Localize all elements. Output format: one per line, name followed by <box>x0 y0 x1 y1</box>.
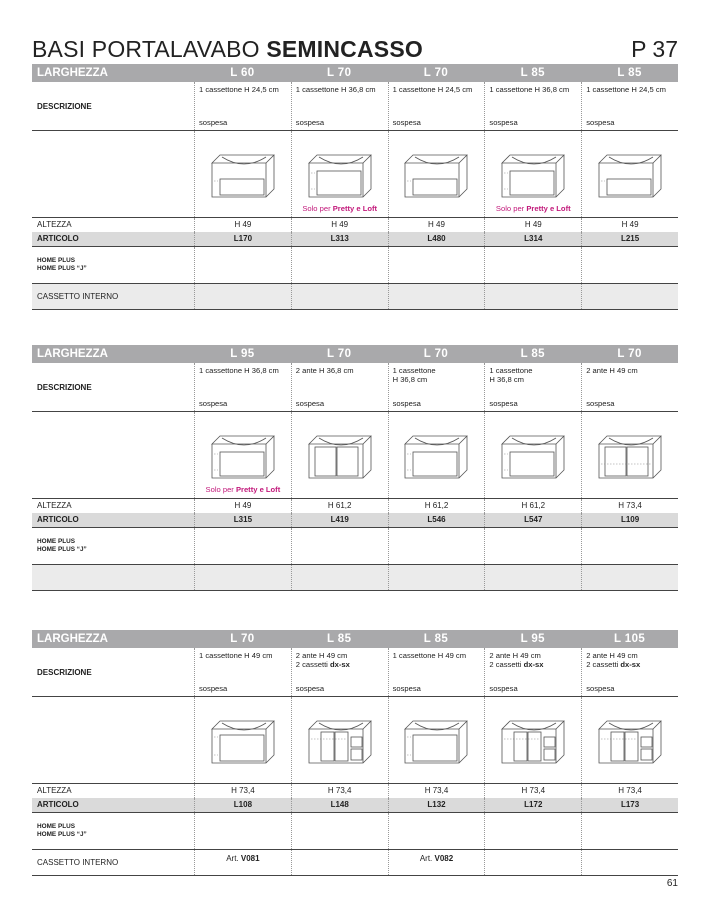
article-row <box>32 513 678 528</box>
height-value: H 49 <box>484 218 581 232</box>
mount-type: sospesa <box>586 683 615 693</box>
product-image-cell <box>484 131 581 217</box>
mount-type: sospesa <box>489 683 518 693</box>
description-cell: 1 cassettone H 36,8 cm sospesa <box>484 82 581 130</box>
article-code: L419 <box>291 513 388 527</box>
compatibility-note: Solo per Pretty e Loft <box>302 204 378 213</box>
width-value: L 70 <box>326 67 352 79</box>
article-row <box>32 798 678 813</box>
home-plus-label: HOME PLUS HOME PLUS “J” <box>37 257 87 272</box>
home-plus-label: HOME PLUS HOME PLUS “J” <box>37 823 87 838</box>
larghezza-label: LARGHEZZA <box>37 348 108 360</box>
image-row <box>32 412 678 499</box>
description-cell: 1 cassettone H 24,5 cm sospesa <box>194 82 291 130</box>
description-cell: 1 cassettone H 24,5 cm sospesa <box>581 82 678 130</box>
mount-type: sospesa <box>392 683 421 693</box>
page-number: 61 <box>666 878 678 889</box>
internal-drawer-cell <box>194 565 291 590</box>
home-plus-cell <box>194 528 291 564</box>
mount-type: sospesa <box>199 398 228 408</box>
wash-basin-cabinet-1-low-drawer-icon <box>401 131 471 206</box>
description-cell: 1 cassettone H 49 cm sospesa <box>194 648 291 696</box>
product-image-cell <box>484 412 581 498</box>
internal-drawer-label: CASSETTO INTERNO <box>37 292 119 301</box>
internal-drawer-cell: Art. V082 <box>388 850 485 875</box>
description-cell: 2 ante H 36,8 cm sospesa <box>291 363 388 411</box>
altezza-label: ALTEZZA <box>37 786 72 795</box>
altezza-label: ALTEZZA <box>37 501 72 510</box>
descrizione-label: DESCRIZIONE <box>37 101 92 111</box>
product-image-cell <box>291 697 388 783</box>
width-header-row <box>32 64 678 82</box>
home-plus-row <box>32 247 678 284</box>
compatibility-note: Solo per Pretty e Loft <box>495 204 571 213</box>
height-value: H 49 <box>291 218 388 232</box>
description-cell: 2 ante H 49 cm 2 cassetti dx-sx sospesa <box>291 648 388 696</box>
height-value: H 73,4 <box>581 784 678 798</box>
internal-drawer-cell <box>291 565 388 590</box>
height-value: H 61,2 <box>291 499 388 513</box>
description-row <box>32 648 678 697</box>
wash-basin-cabinet-doors-side-drawers-icon <box>498 697 568 772</box>
height-value: H 73,4 <box>291 784 388 798</box>
height-row <box>32 784 678 798</box>
compatibility-note: Solo per Pretty e Loft <box>205 485 281 494</box>
product-image-cell <box>388 412 485 498</box>
article-code: L314 <box>484 232 581 246</box>
internal-drawer-cell <box>388 284 485 309</box>
product-image-cell <box>388 131 485 217</box>
description-cell: 1 cassettone H 36,8 cm sospesa <box>484 363 581 411</box>
width-value: L 70 <box>230 633 255 645</box>
height-value: H 49 <box>194 218 291 232</box>
width-header-row <box>32 630 678 648</box>
description-cell: 1 cassettone H 36,8 cm sospesa <box>194 363 291 411</box>
home-plus-row <box>32 528 678 565</box>
wash-basin-cabinet-1-tall-drawer-icon <box>401 697 471 772</box>
wash-basin-cabinet-1-high-drawer-icon <box>498 131 568 206</box>
description-cell: 2 ante H 49 cm 2 cassetti dx-sx sospesa <box>484 648 581 696</box>
width-value: L 95 <box>520 633 545 645</box>
mount-type: sospesa <box>199 683 228 693</box>
article-code: L170 <box>194 232 291 246</box>
height-value: H 73,4 <box>581 499 678 513</box>
table-section-1 <box>32 64 678 310</box>
internal-drawer-cell <box>484 284 581 309</box>
width-value: L 105 <box>613 633 646 645</box>
product-image-cell <box>581 697 678 783</box>
article-code: L313 <box>291 232 388 246</box>
product-image-cell <box>194 131 291 217</box>
page-code: P 37 <box>631 36 678 62</box>
internal-drawer-cell <box>484 850 581 875</box>
mount-type: sospesa <box>586 117 615 127</box>
height-value: H 49 <box>581 218 678 232</box>
home-plus-cell <box>581 247 678 283</box>
home-plus-row <box>32 813 678 850</box>
height-value: H 73,4 <box>194 784 291 798</box>
article-code: L315 <box>194 513 291 527</box>
mount-type: sospesa <box>295 117 325 127</box>
larghezza-label: LARGHEZZA <box>37 633 108 645</box>
width-value: L 70 <box>617 348 642 360</box>
height-value: H 73,4 <box>484 784 581 798</box>
descrizione-label: DESCRIZIONE <box>37 667 92 677</box>
product-image-cell <box>581 131 678 217</box>
home-plus-cell <box>194 247 291 283</box>
home-plus-cell <box>291 247 388 283</box>
internal-drawer-row <box>32 565 678 591</box>
home-plus-label: HOME PLUS HOME PLUS “J” <box>37 538 87 553</box>
wash-basin-cabinet-doors-side-drawers-icon <box>305 697 375 772</box>
wash-basin-cabinet-1-high-drawer-icon <box>401 412 471 487</box>
internal-drawer-cell: Art. V081 <box>194 850 291 875</box>
width-header-row <box>32 345 678 363</box>
description-cell: 1 cassettone H 36,8 cm sospesa <box>291 82 388 130</box>
mount-type: sospesa <box>586 398 615 408</box>
image-row <box>32 131 678 218</box>
home-plus-cell <box>581 528 678 564</box>
width-value: L 60 <box>230 67 255 79</box>
wash-basin-cabinet-1-tall-drawer-icon <box>208 697 278 772</box>
height-row <box>32 218 678 232</box>
table-section-2 <box>32 345 678 591</box>
wash-basin-cabinet-1-low-drawer-icon <box>595 131 665 206</box>
product-image-cell <box>194 412 291 498</box>
internal-drawer-row <box>32 850 678 876</box>
mount-type: sospesa <box>489 117 518 127</box>
product-image-cell <box>388 697 485 783</box>
height-value: H 49 <box>388 218 485 232</box>
internal-drawer-cell <box>291 850 388 875</box>
wash-basin-cabinet-doors-side-drawers-icon <box>595 697 665 772</box>
article-code: L546 <box>388 513 485 527</box>
internal-drawer-cell <box>484 565 581 590</box>
home-plus-cell <box>194 813 291 849</box>
table-section-3 <box>32 630 678 876</box>
product-image-cell <box>291 412 388 498</box>
internal-drawer-cell <box>581 565 678 590</box>
height-value: H 61,2 <box>388 499 485 513</box>
description-cell: 1 cassettone H 36,8 cm sospesa <box>388 363 485 411</box>
altezza-label: ALTEZZA <box>37 220 72 229</box>
product-image-cell <box>291 131 388 217</box>
home-plus-cell <box>388 813 485 849</box>
width-value: L 85 <box>617 67 642 79</box>
wash-basin-cabinet-1-high-drawer-icon <box>305 131 375 206</box>
image-row <box>32 697 678 784</box>
width-value: L 85 <box>423 633 449 645</box>
width-value: L 70 <box>423 348 449 360</box>
description-row <box>32 363 678 412</box>
article-code: L132 <box>388 798 485 812</box>
width-value: L 95 <box>230 348 255 360</box>
article-code: L108 <box>194 798 291 812</box>
mount-type: sospesa <box>295 398 325 408</box>
wash-basin-cabinet-2-doors-icon <box>305 412 375 487</box>
article-code: L215 <box>581 232 678 246</box>
article-code: L173 <box>581 798 678 812</box>
descrizione-label: DESCRIZIONE <box>37 382 92 392</box>
article-code: L109 <box>581 513 678 527</box>
internal-drawer-label <box>32 565 194 590</box>
wash-basin-cabinet-1-low-drawer-icon <box>208 131 278 206</box>
width-value: L 85 <box>520 67 545 79</box>
mount-type: sospesa <box>489 398 518 408</box>
wash-basin-cabinet-1-high-drawer-icon <box>498 412 568 487</box>
articolo-label: ARTICOLO <box>37 800 79 809</box>
height-value: H 49 <box>194 499 291 513</box>
home-plus-cell <box>484 247 581 283</box>
height-row <box>32 499 678 513</box>
article-code: L480 <box>388 232 485 246</box>
product-image-cell <box>194 697 291 783</box>
internal-drawer-cell <box>388 565 485 590</box>
larghezza-label: LARGHEZZA <box>37 67 108 79</box>
home-plus-cell <box>484 813 581 849</box>
page-title: BASI PORTALAVABO SEMINCASSO <box>32 36 423 62</box>
internal-drawer-cell <box>291 284 388 309</box>
description-cell: 1 cassettone H 24,5 cm sospesa <box>388 82 485 130</box>
home-plus-cell <box>484 528 581 564</box>
home-plus-cell <box>291 528 388 564</box>
wash-basin-cabinet-1-high-drawer-icon <box>208 412 278 487</box>
mount-type: sospesa <box>392 117 421 127</box>
home-plus-cell <box>291 813 388 849</box>
internal-drawer-label: CASSETTO INTERNO <box>37 858 119 867</box>
article-code: L148 <box>291 798 388 812</box>
articolo-label: ARTICOLO <box>37 515 79 524</box>
internal-drawer-row <box>32 284 678 310</box>
width-value: L 85 <box>326 633 352 645</box>
mount-type: sospesa <box>295 683 325 693</box>
width-value: L 70 <box>423 67 449 79</box>
mount-type: sospesa <box>199 117 228 127</box>
internal-drawer-cell <box>194 284 291 309</box>
internal-drawer-cell <box>581 284 678 309</box>
width-value: L 85 <box>520 348 545 360</box>
wash-basin-cabinet-2-tall-doors-icon <box>595 412 665 487</box>
articolo-label: ARTICOLO <box>37 234 79 243</box>
article-code: L547 <box>484 513 581 527</box>
home-plus-cell <box>581 813 678 849</box>
internal-drawer-cell <box>581 850 678 875</box>
description-cell: 2 ante H 49 cm sospesa <box>581 363 678 411</box>
height-value: H 73,4 <box>388 784 485 798</box>
mount-type: sospesa <box>392 398 421 408</box>
description-cell: 2 ante H 49 cm 2 cassetti dx-sx sospesa <box>581 648 678 696</box>
home-plus-cell <box>388 247 485 283</box>
article-code: L172 <box>484 798 581 812</box>
description-cell: 1 cassettone H 49 cm sospesa <box>388 648 485 696</box>
product-image-cell <box>484 697 581 783</box>
height-value: H 61,2 <box>484 499 581 513</box>
home-plus-cell <box>388 528 485 564</box>
width-value: L 70 <box>326 348 352 360</box>
product-image-cell <box>581 412 678 498</box>
description-row <box>32 82 678 131</box>
article-row <box>32 232 678 247</box>
